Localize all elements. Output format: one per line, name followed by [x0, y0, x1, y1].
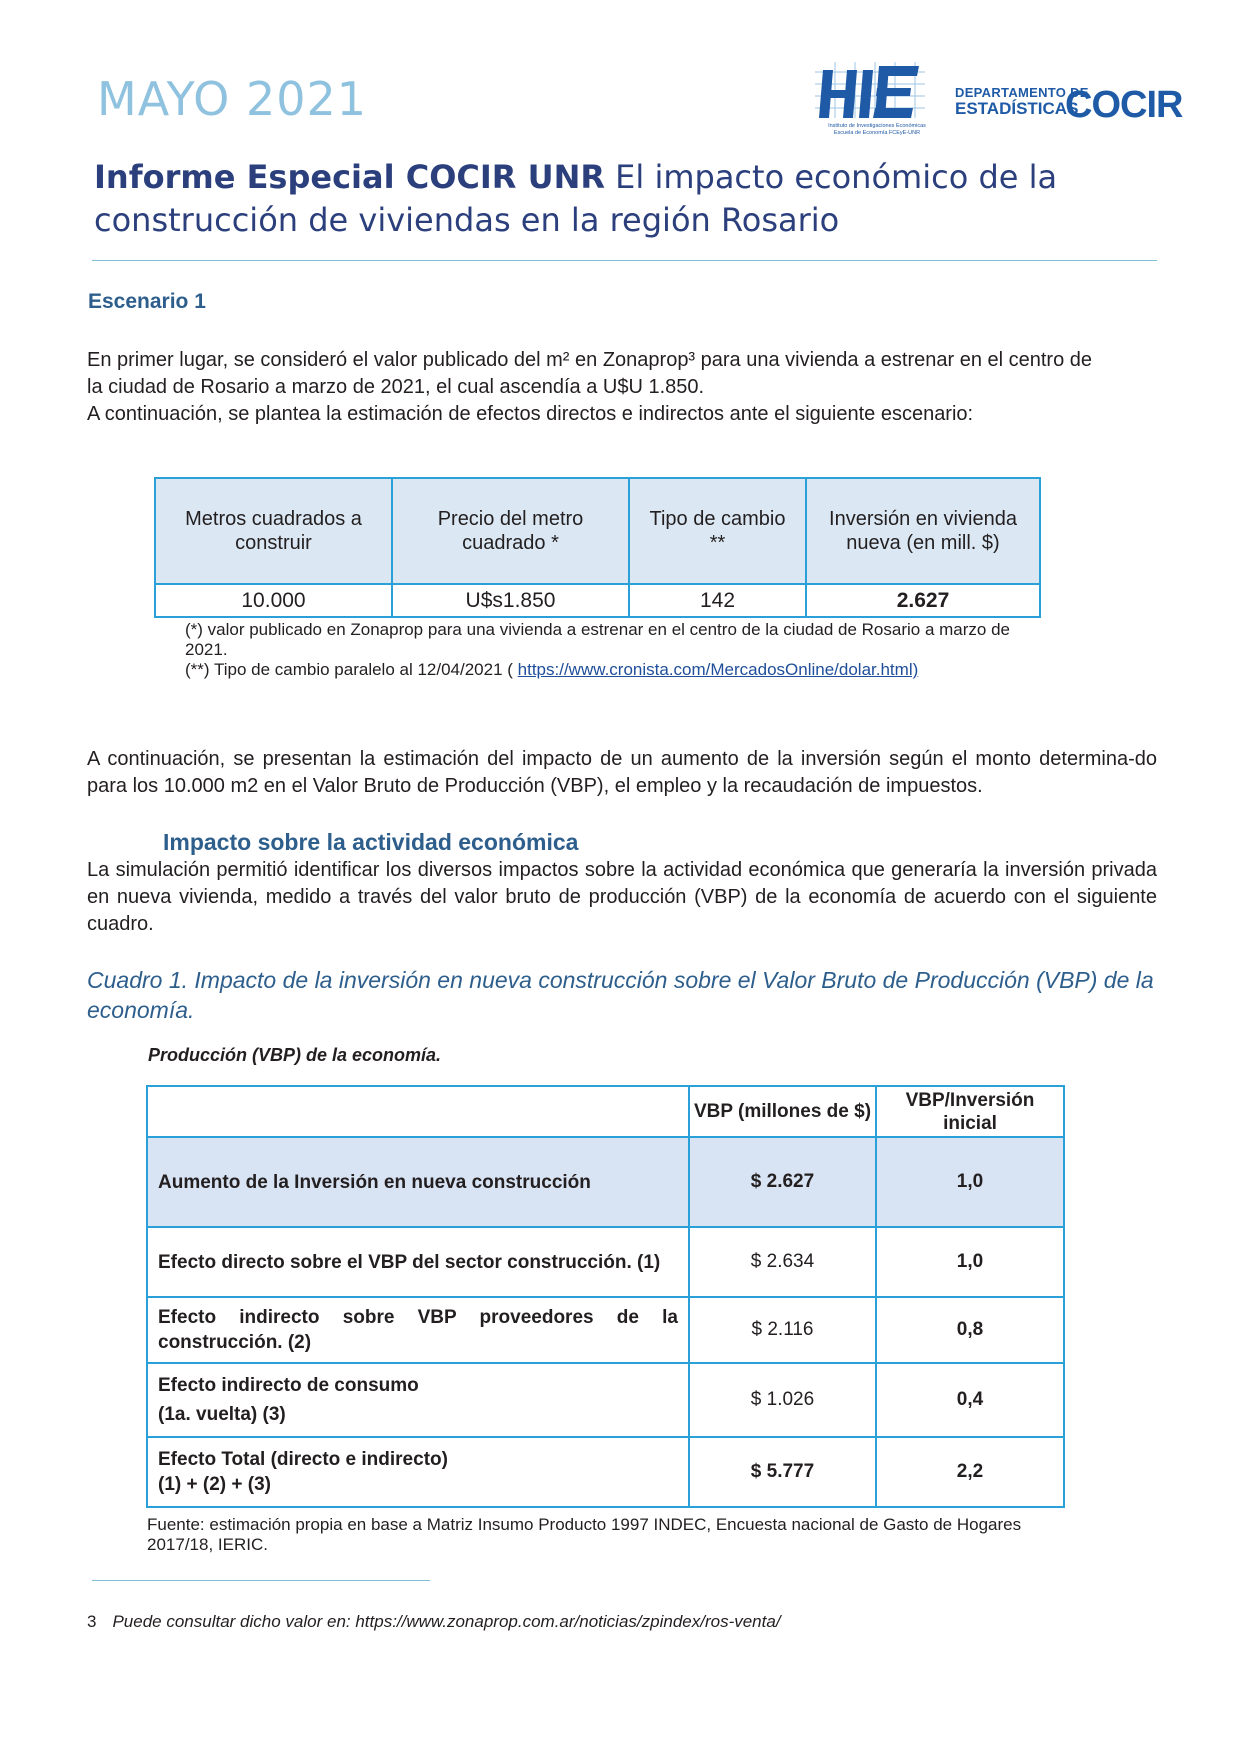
note-2-prefix: (**) Tipo de cambio paralelo al 12/04/2021 ( [185, 660, 518, 679]
table-row-label [147, 1437, 689, 1507]
table-cell: $ 2.116 [689, 1297, 876, 1363]
table-cell: $ 5.777 [689, 1437, 876, 1507]
table-cell: 2,2 [876, 1437, 1064, 1507]
table-cell: 0,4 [876, 1363, 1064, 1437]
footnote-divider [92, 1580, 430, 1581]
table-row [147, 1137, 1064, 1227]
footnote-number: 3 [87, 1612, 97, 1631]
table-row [147, 1437, 1064, 1507]
note-2 [185, 660, 1035, 680]
escenario-line-3: A continuación, se plantea la estimación de efectos directos e indirectos ante el siguiente escenario: [87, 403, 974, 425]
table-header-cell: VBP (millones de $) [689, 1086, 876, 1137]
table-row [147, 1227, 1064, 1297]
title-divider [92, 260, 1157, 261]
ihe-logo [815, 62, 935, 124]
impacto-paragraph: La simulación permitió identificar los diversos impactos sobre la actividad económica que generaría la inversión privada en nueva vivienda, medido a través del valor bruto de producción (VBP) de la economía de acuerdo con el siguiente cuadro. [87, 859, 1157, 935]
row-label-line-2: (1) + (2) + (3) [158, 1474, 271, 1495]
escenario-paragraph [87, 347, 1157, 428]
cronista-link[interactable]: https://www.cronista.com/MercadosOnline/dolar.html) [517, 660, 919, 679]
table-cell: $ 2.634 [689, 1227, 876, 1297]
title-line2: construcción de viviendas en la región Rosario [94, 201, 840, 239]
table-row [147, 1363, 1064, 1437]
table-cell: $ 2.627 [689, 1137, 876, 1227]
table-header-cell: Tipo de cambio ** [629, 478, 806, 584]
escenario-line-2: la ciudad de Rosario a marzo de 2021, el cual ascendía a U$U 1.850. [87, 376, 705, 398]
cocir-logo-wordmark: COCIR [1065, 84, 1183, 126]
scenario-table [154, 477, 1041, 618]
table-cell: 0,8 [876, 1297, 1064, 1363]
title-bold-strong: COCIR UNR [405, 158, 605, 196]
title-rest: El impacto económico de la [604, 158, 1058, 196]
report-date: MAYO 2021 [97, 72, 368, 126]
table-header-cell: Metros cuadrados a construir [155, 478, 392, 584]
table-header-cell: Precio del metro cuadrado * [392, 478, 629, 584]
estimation-paragraph: A continuación, se presentan la estimación del impacto de un aumento de la inversión según el monto determina-do para los 10.000 m2 en el Valor Bruto de Producción (VBP), el empleo y la recaudación de impuestos. [87, 748, 1157, 797]
section-heading-impacto: Impacto sobre la actividad económica [163, 829, 579, 855]
table-cell: $ 1.026 [689, 1363, 876, 1437]
cocir-logo [955, 84, 1183, 126]
table-source: Fuente: estimación propia en base a Matriz Insumo Producto 1997 INDEC, Encuesta nacional de Gasto de Hogares 2017/18, IERIC. [147, 1515, 1022, 1554]
table-cell: 10.000 [155, 584, 392, 617]
table-header-cell: VBP/Inversión inicial [876, 1086, 1064, 1137]
footnote-text: Puede consultar dicho valor en: https://www.zonaprop.com.ar/noticias/zpindex/ros-venta/ [112, 1612, 781, 1631]
table-cell: 1,0 [876, 1137, 1064, 1227]
table-row-label: Aumento de la Inversión en nueva construcción [147, 1137, 689, 1227]
table-cell: 1,0 [876, 1227, 1064, 1297]
report-title [94, 156, 1174, 242]
table-row-label: Efecto indirecto sobre VBP proveedores de la construcción. (2) [147, 1297, 689, 1363]
table-cell: U$s1.850 [392, 584, 629, 617]
table-notes [185, 620, 1035, 680]
cuadro-caption: Cuadro 1. Impacto de la inversión en nueva construcción sobre el Valor Bruto de Producción (VBP) de la economía. [87, 967, 1154, 1023]
cocir-logo-est: ESTADÍSTICAS [955, 99, 1079, 118]
table-row-label [147, 1363, 689, 1437]
section-heading-escenario: Escenario 1 [88, 290, 206, 313]
table-row [147, 1297, 1064, 1363]
row-label-line-1: Efecto Total (directo e indirecto) [158, 1449, 448, 1470]
cuadro-subcaption: Producción (VBP) de la economía. [148, 1045, 442, 1065]
table-cell: 2.627 [806, 584, 1040, 617]
row-label-line-2: (1a. vuelta) (3) [158, 1404, 286, 1425]
escenario-line-1: En primer lugar, se consideró el valor publicado del m² en Zonaprop³ para una vivienda a estrenar en el centro de [87, 349, 1093, 371]
table-header-cell: Inversión en vivienda nueva (en mill. $) [806, 478, 1040, 584]
note-1: (*) valor publicado en Zonaprop para una vivienda a estrenar en el centro de la ciudad de Rosario a marzo de 2021. [185, 620, 1010, 659]
footnote [87, 1612, 781, 1632]
table-row-label: Efecto directo sobre el VBP del sector construcción. (1) [147, 1227, 689, 1297]
vbp-table [146, 1085, 1065, 1508]
ihe-logo-subtitle: Instituto de Investigaciones Económicas Escuela de Economía FCEyE-UNR [828, 123, 926, 136]
row-label-line-1: Efecto indirecto de consumo [158, 1375, 419, 1396]
table-cell: 142 [629, 584, 806, 617]
title-bold: Informe Especial [94, 158, 406, 196]
table-header-cell [147, 1086, 689, 1137]
cocir-logo-dept: DEPARTAMENTO DE [955, 85, 1089, 100]
